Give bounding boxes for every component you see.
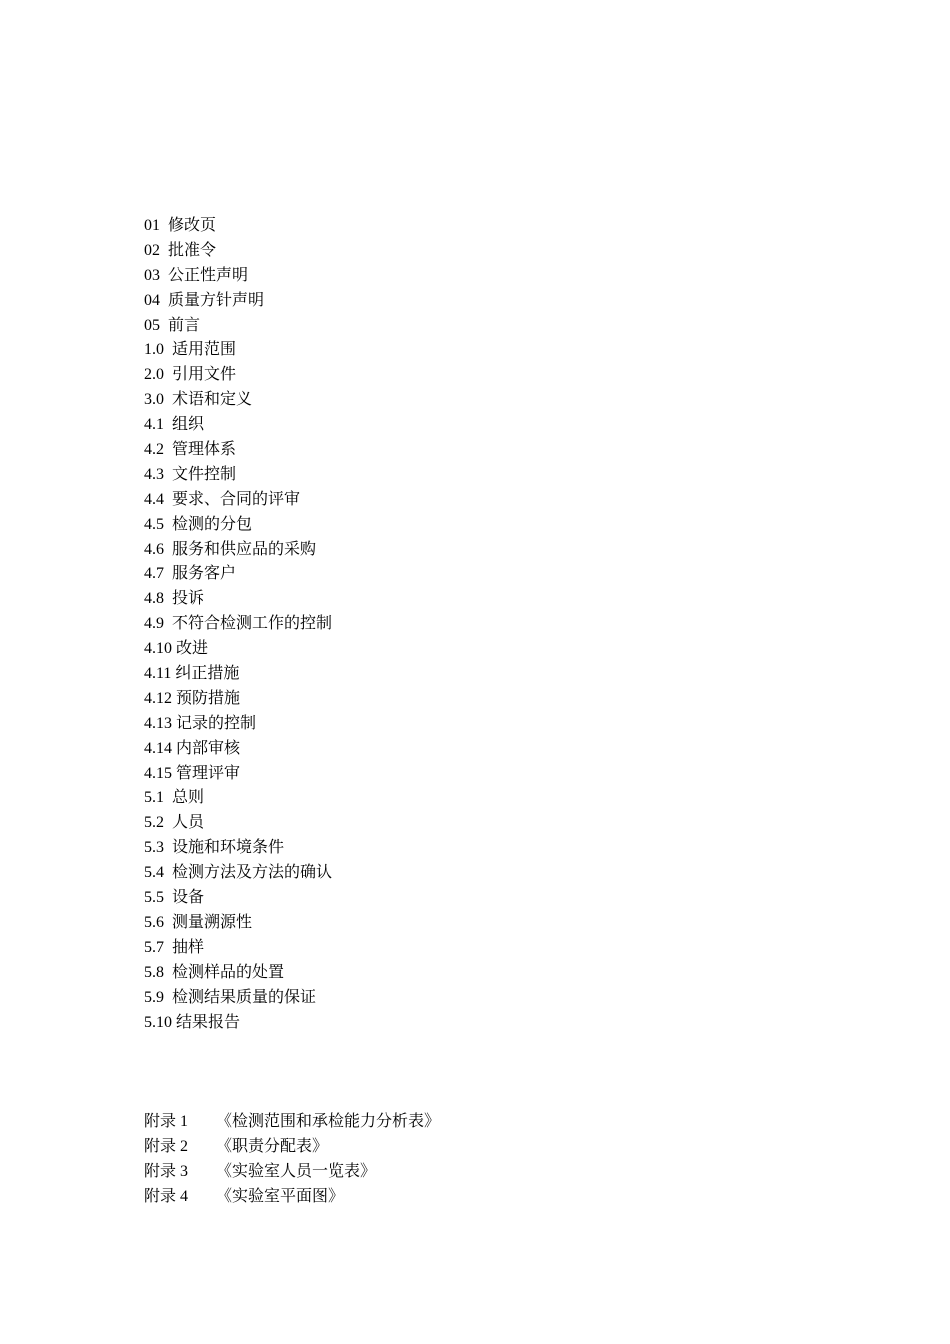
toc-entry: 4.11 纠正措施	[144, 665, 240, 683]
appendix-entry	[144, 1110, 440, 1135]
toc-entry: 4.8 投诉	[144, 590, 205, 608]
toc-entry: 5.6 测量溯源性	[144, 913, 253, 931]
appendix-entry	[144, 1185, 440, 1210]
appendix-title: 《实验室平面图》	[216, 1187, 345, 1205]
appendix-title: 《职责分配表》	[216, 1137, 329, 1155]
appendix-number: 附录 1	[144, 1113, 189, 1130]
toc-entry: 5.1 总则	[144, 789, 205, 807]
appendix-title: 《检测范围和承检能力分析表》	[216, 1113, 441, 1130]
appendix-title: 《实验室人员一览表》	[216, 1162, 377, 1180]
toc-entry: 4.12 预防措施	[144, 689, 241, 707]
toc-entry: 4.15 管理评审	[144, 764, 241, 782]
toc-entry: 5.10 结果报告	[144, 1013, 241, 1031]
toc-entry: 2.0 引用文件	[144, 366, 237, 384]
toc-entry: 4.5 检测的分包	[144, 515, 253, 533]
toc-entry: 4.9 不符合检测工作的控制	[144, 615, 333, 633]
toc-entry: 4.13 记录的控制	[144, 714, 257, 732]
toc-entry: 4.6 服务和供应品的采购	[144, 540, 317, 558]
toc-entry: 5.3 设施和环境条件	[144, 839, 285, 857]
toc-entry: 03 公正性声明	[144, 266, 249, 284]
toc-entry: 5.8 检测样品的处置	[144, 963, 285, 981]
appendix-entry	[144, 1135, 440, 1160]
toc-entry: 05 前言	[144, 316, 201, 334]
toc-entry: 4.2 管理体系	[144, 441, 237, 459]
toc-entry: 4.3 文件控制	[144, 465, 237, 483]
appendix-number: 附录 2	[144, 1137, 189, 1155]
appendix-entry	[144, 1160, 440, 1185]
toc-entry: 4.4 要求、合同的评审	[144, 490, 301, 508]
toc-entry: 1.0 适用范围	[144, 341, 237, 359]
toc-entry: 01 修改页	[144, 217, 217, 234]
toc-entry: 4.7 服务客户	[144, 565, 237, 583]
toc-entry: 04 质量方针声明	[144, 291, 265, 309]
appendix-list	[144, 1110, 440, 1210]
toc-entry: 4.10 改进	[144, 640, 209, 658]
toc-entry: 5.2 人员	[144, 814, 205, 832]
toc-entry: 5.9 检测结果质量的保证	[144, 988, 317, 1006]
toc-entry: 5.4 检测方法及方法的确认	[144, 864, 333, 882]
toc-entry: 3.0 术语和定义	[144, 391, 253, 409]
appendix-number: 附录 4	[144, 1187, 189, 1205]
toc-entry: 5.5 设备	[144, 889, 205, 907]
toc-entry: 02 批准令	[144, 241, 217, 259]
table-of-contents	[144, 214, 332, 1035]
toc-entry: 5.7 抽样	[144, 938, 205, 956]
appendix-number: 附录 3	[144, 1162, 189, 1180]
toc-entry: 4.1 组织	[144, 416, 205, 434]
toc-entry: 4.14 内部审核	[144, 739, 241, 757]
